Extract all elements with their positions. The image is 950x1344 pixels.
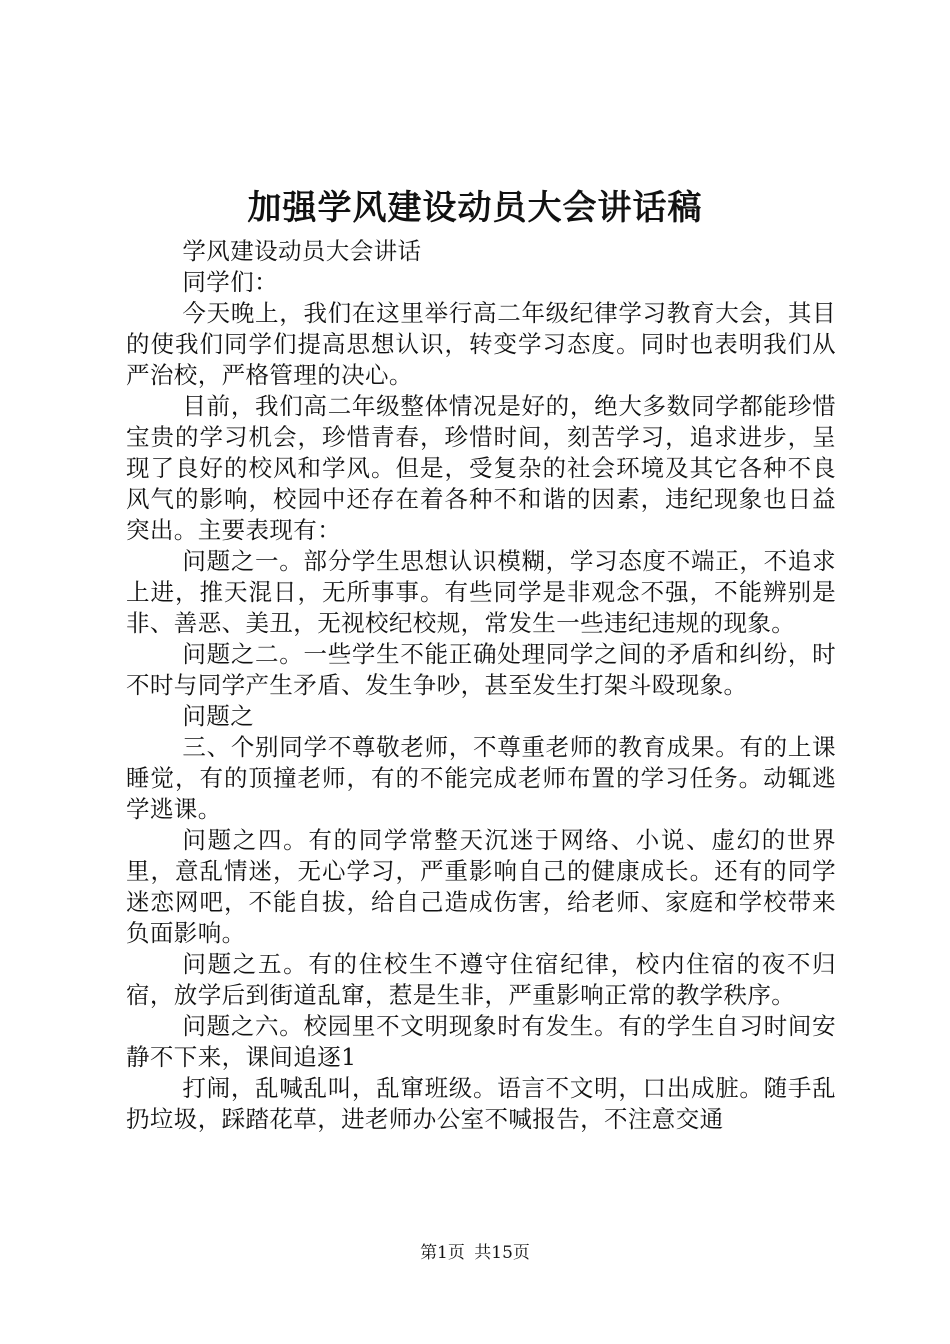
paragraph: 问题之一。部分学生思想认识模糊，学习态度不端正，不追求上进，推天混日，无所事事。有些同学是非观念不强，不能辨别是非、善恶、美丑，无视校纪校规，常发生一些违纪违规的现象。 [126,547,836,637]
paragraph: 打闹，乱喊乱叫，乱窜班级。语言不文明，口出成脏。随手乱扔垃圾，踩踏花草，进老师办公室不喊报告，不注意交通 [126,1074,836,1133]
paragraph-subtitle: 学风建设动员大会讲话 [182,237,422,265]
page-number: 第1页 [420,1243,465,1263]
paragraph-salutation: 同学们： [182,268,278,296]
paragraph: 问题之六。校园里不文明现象时有发生。有的学生自习时间安静不下来，课间追逐1 [126,1012,836,1071]
paragraph: 问题之 [182,702,255,730]
document-body [126,236,836,1135]
paragraph: 三、个别同学不尊敬老师，不尊重老师的教育成果。有的上课睡觉，有的顶撞老师，有的不能完成老师布置的学习任务。动辄逃学逃课。 [126,733,836,823]
paragraph: 问题之二。一些学生不能正确处理同学之间的矛盾和纠纷，时不时与同学产生矛盾、发生争吵，甚至发生打架斗殴现象。 [126,640,836,699]
paragraph: 今天晚上，我们在这里举行高二年级纪律学习教育大会，其目的使我们同学们提高思想认识，转变学习态度。同时也表明我们从严治校，严格管理的决心。 [126,299,836,389]
paragraph: 目前，我们高二年级整体情况是好的，绝大多数同学都能珍惜宝贵的学习机会，珍惜青春，珍惜时间，刻苦学习，追求进步，呈现了良好的校风和学风。但是，受复杂的社会环境及其它各种不良风气的影响，校园中还存在着各种不和谐的因素，违纪现象也日益突出。主要表现有： [126,392,836,544]
page-footer [0,1241,950,1265]
paragraph: 问题之五。有的住校生不遵守住宿纪律，校内住宿的夜不归宿，放学后到街道乱窜，惹是生非，严重影响正常的教学秩序。 [126,950,836,1009]
paragraph: 问题之四。有的同学常整天沉迷于网络、小说、虚幻的世界里，意乱情迷，无心学习，严重影响自己的健康成长。还有的同学迷恋网吧，不能自拔，给自己造成伤害，给老师、家庭和学校带来负面影响。 [126,826,836,947]
page-total: 共15页 [474,1243,530,1263]
document-title: 加强学风建设动员大会讲话稿 [247,188,703,228]
